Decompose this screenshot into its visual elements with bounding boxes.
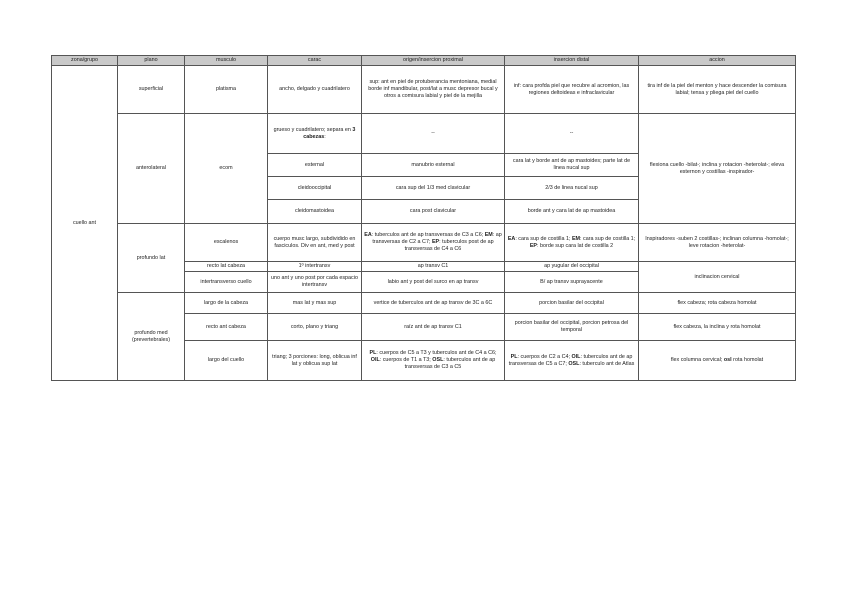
carac-cell: cleidomastoidea xyxy=(268,200,362,224)
header-musculo: musculo xyxy=(185,56,268,66)
origen-text: : tuberculos ant de ap transversas de C3 a C5 xyxy=(404,357,496,371)
musculo-cell: escalenos xyxy=(185,224,268,262)
insercion-text: : borde sup cara lat de costilla 2 xyxy=(537,242,614,249)
insercion-cell xyxy=(505,341,639,381)
origen-cell: ap transv C1 xyxy=(362,262,505,272)
accion-cell: tira inf de la piel del menton y hace descender la comisura labial; tensa y pliega piel del cuello xyxy=(639,66,796,114)
header-row xyxy=(52,56,796,66)
origen-cell: sup: ant en piel de protuberancia mentoniana, medial borde inf mandibular, post/lat a musc depresor bucal y otros a comisura labial y piel de la mejilla xyxy=(362,66,505,114)
insercion-cell: B/ ap transv suprayacente xyxy=(505,272,639,293)
abbr-bold: OIL xyxy=(571,353,581,360)
abbr-bold: EM xyxy=(484,231,493,238)
accion-cell: Inspiradores -suben 2 costillas-; inclinan columna -homolat-; leve rotacion -heterolat- xyxy=(639,224,796,262)
insercion-cell: borde ant y cara lat de ap mastoidea xyxy=(505,200,639,224)
abbr-bold: EA xyxy=(507,235,516,242)
abbr-bold: OIL xyxy=(370,357,380,364)
insercion-cell: inf: cara profda piel que recubre al acromion, las regiones deltoideas e infraclavicular xyxy=(505,66,639,114)
musculo-cell: largo de la cabeza xyxy=(185,293,268,314)
origen-cell xyxy=(362,341,505,381)
carac-cell: mas lat y mas sup xyxy=(268,293,362,314)
carac-cell xyxy=(268,114,362,154)
insercion-cell: porcion basilar del occipital, porcion petrosa del temporal xyxy=(505,314,639,341)
accion-text: rota homolat xyxy=(731,357,764,364)
musculo-cell: ecom xyxy=(185,114,268,224)
header-accion: accion xyxy=(639,56,796,66)
carac-text: : xyxy=(324,133,326,140)
accion-cell: flexiona cuello -bilat-; inclina y rotacion -heterolat-; eleva esternon y costillas -inspirador- xyxy=(639,114,796,224)
musculo-cell: recto ant cabeza xyxy=(185,314,268,341)
musculo-cell: largo del cuello xyxy=(185,341,268,381)
abbr-bold: OSL xyxy=(432,357,444,364)
carac-cell: 1º intertransv xyxy=(268,262,362,272)
insercion-text: : cara sup de costilla 1; xyxy=(515,235,572,242)
insercion-text: : cara sup de costilla 1; xyxy=(580,235,636,242)
table-row xyxy=(52,66,796,114)
abbr-bold: EM xyxy=(571,235,581,242)
table-row xyxy=(52,114,796,154)
accion-cell xyxy=(639,341,796,381)
origen-cell: raíz ant de ap transv C1 xyxy=(362,314,505,341)
carac-bold: 3 cabezas xyxy=(303,126,356,140)
accion-cell: flex cabeza; rota cabeza homolat xyxy=(639,293,796,314)
abbr-bold: EP xyxy=(431,239,440,245)
origen-cell: labio ant y post del surco en ap transv xyxy=(362,272,505,293)
carac-cell: triang; 3 porciones: long, oblicua inf lat y oblicua sup lat xyxy=(268,341,362,381)
plano-cell: anterolateral xyxy=(118,114,185,224)
plano-cell: profundo lat xyxy=(118,224,185,293)
origen-cell: manubrio esternal xyxy=(362,154,505,177)
musculo-cell: platisma xyxy=(185,66,268,114)
accion-cell: flex cabeza, la inclina y rota homolat xyxy=(639,314,796,341)
musculo-cell: intertransverso cuello xyxy=(185,272,268,293)
carac-cell: esternal xyxy=(268,154,362,177)
insercion-text: : tuberculos ant de ap transversas de C5 a C7; xyxy=(508,353,633,367)
accion-cell: inclinacion cervical xyxy=(639,262,796,293)
zona-cell: cuello ant xyxy=(52,66,118,381)
abbr-bold: osl xyxy=(723,357,732,364)
origen-text: : ap transversas de C2 a C7; xyxy=(372,231,502,245)
insercion-cell: 2/3 de linea nucal sup xyxy=(505,177,639,200)
insercion-cell: -- xyxy=(505,114,639,154)
carac-text: grueso y cuadrilatero; separa en xyxy=(273,126,353,133)
carac-cell: ancho, delgado y cuadrilatero xyxy=(268,66,362,114)
carac-cell: cuerpo musc largo, subdividido en fasciculos. Div en ant, med y post xyxy=(268,224,362,262)
carac-cell: corto, plano y triang xyxy=(268,314,362,341)
carac-cell: cleidooccipital xyxy=(268,177,362,200)
origen-cell: cara sup del 1/3 med clavicular xyxy=(362,177,505,200)
table-row xyxy=(52,293,796,314)
origen-cell xyxy=(362,224,505,262)
origen-cell: -- xyxy=(362,114,505,154)
plano-cell: superficial xyxy=(118,66,185,114)
header-insercion: insercion distal xyxy=(505,56,639,66)
musculo-cell: recto lat cabeza xyxy=(185,262,268,272)
origen-text: : cuerpos de T1 a T3; xyxy=(379,357,433,364)
origen-text: : tuberculos ant de ap transversas de C3 a C6; xyxy=(371,231,485,238)
muscle-table xyxy=(51,55,796,381)
origen-cell: vertice de tuberculos ant de ap transv de 3C a 6C xyxy=(362,293,505,314)
insercion-cell: ap yugular del occipital xyxy=(505,262,639,272)
accion-text: flex columna cervical; xyxy=(670,357,724,364)
header-carac: carac xyxy=(268,56,362,66)
insercion-cell xyxy=(505,224,639,262)
abbr-bold: EP xyxy=(529,242,538,249)
insercion-cell: cara lat y borde ant de ap mastoides; parte lat de linea nucal sup xyxy=(505,154,639,177)
header-zona: zona/grupo xyxy=(52,56,118,66)
origen-cell: cara post clavicular xyxy=(362,200,505,224)
origen-text: : tuberculos post de ap transversas de C4 a C6 xyxy=(404,239,494,253)
abbr-bold: PL xyxy=(369,350,377,356)
abbr-bold: PL xyxy=(510,353,518,360)
carac-cell: uno ant y uno post por cada espacio intertransv xyxy=(268,272,362,293)
insercion-text: : cuerpos de C2 a C4; xyxy=(517,353,572,360)
insercion-text: : tuberculo ant de Atlas xyxy=(579,360,635,367)
origen-text: : cuerpos de C5 a T3 y tuberculos ant de C4 a C6; xyxy=(376,350,497,356)
table-row xyxy=(52,224,796,262)
header-plano: plano xyxy=(118,56,185,66)
abbr-bold: OSL xyxy=(568,360,580,367)
plano-cell: profundo med (prevertebrales) xyxy=(118,293,185,381)
abbr-bold: EA xyxy=(364,231,372,238)
header-origen: origen/insercion proximal xyxy=(362,56,505,66)
insercion-cell: porcion basilar del occipital xyxy=(505,293,639,314)
